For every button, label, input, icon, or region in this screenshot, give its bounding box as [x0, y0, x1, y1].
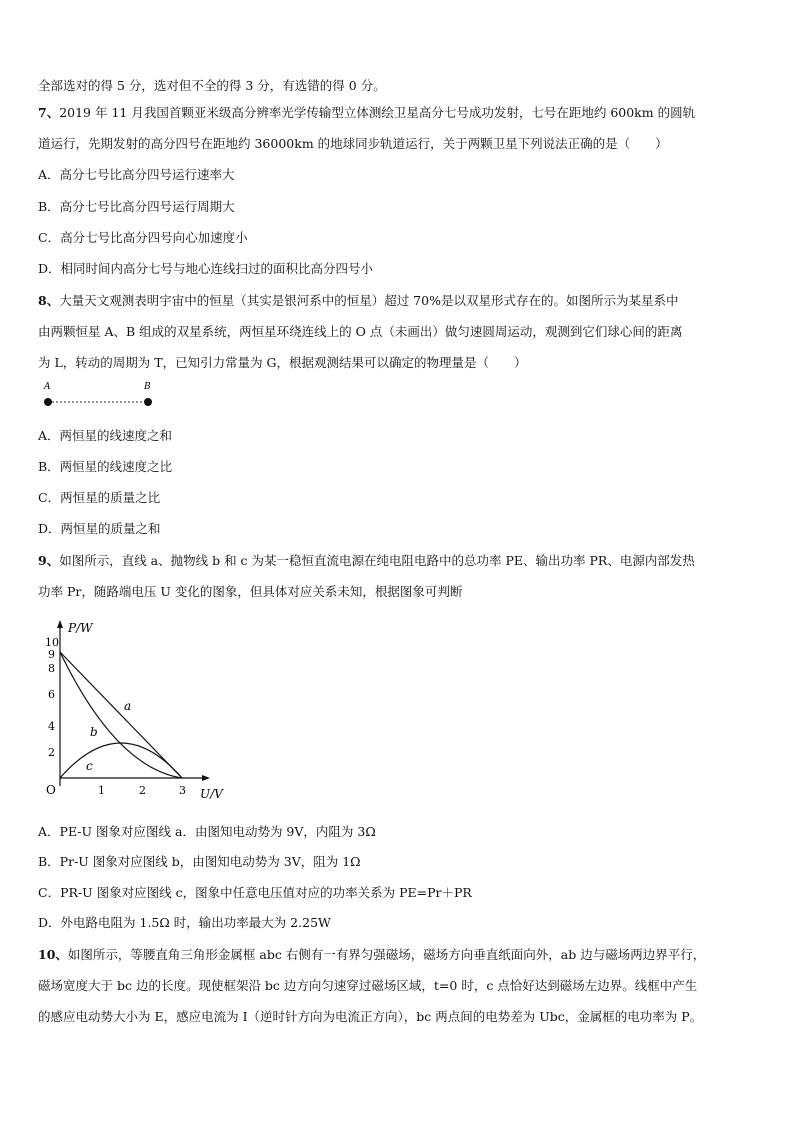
q9-option-c[interactable]: C．PR-U 图象对应图线 c，图象中任意电压值对应的功率关系为 PE=Pr＋PR [38, 885, 472, 900]
q7-option-d[interactable]: D．相同时间内高分七号与地心连线扫过的面积比高分四号小 [38, 261, 374, 276]
q9-option-b[interactable]: B．Pr-U 图象对应图线 b，由图知电动势为 3V，阻为 1Ω [38, 854, 361, 869]
curve-a-label: a [124, 699, 132, 713]
curve-c-label: c [86, 759, 93, 773]
q8-option-b[interactable]: B．两恒星的线速度之比 [38, 459, 173, 474]
y-tick-8: 8 [48, 662, 55, 675]
power-voltage-graph [38, 618, 248, 804]
star-b-label: B [144, 382, 151, 392]
y-tick-4: 4 [48, 720, 55, 733]
q10-stem-text-1: 如图所示，等腰直角三角形金属框 abc 右侧有一有界匀强磁场，磁场方向垂直纸面向外，ab 边与磁场两边界平行， [67, 947, 706, 962]
q10-stem-line-3: 的感应电动势大小为 E，感应电流为 I（逆时针方向为电流正方向），bc 两点间的电势差为 Ubc，金属框的电功率为 P。 [38, 1009, 703, 1024]
q9-stem-text-1: 如图所示，直线 a、抛物线 b 和 c 为某一稳恒直流电源在纯电阻电路中的总功率 PE、输出功率 PR、电源内部发热 [59, 553, 695, 568]
curve-b-label: b [90, 725, 98, 739]
q10-stem-line-1 [38, 946, 705, 964]
q8-number: 8、 [38, 293, 60, 308]
q10-stem-line-2: 磁场宽度大于 bc 边的长度。现使框架沿 bc 边方向匀速穿过磁场区域，t=0 时，c 点恰好达到磁场左边界。线框中产生 [38, 978, 698, 993]
q9-option-a[interactable]: A．PE-U 图象对应图线 a．由图知电动势为 9V，内阻为 3Ω [38, 824, 376, 839]
star-b-dot [144, 398, 152, 406]
origin-label: O [46, 783, 56, 797]
scoring-note: 全部选对的得 5 分，选对但不全的得 3 分，有选错的得 0 分。 [38, 78, 386, 93]
q7-stem-text-1: 2019 年 11 月我国首颗亚米级高分辨率光学传输型立体测绘卫星高分七号成功发射，七号在距地约 600km 的圆轨 [59, 105, 696, 120]
q8-stem-text-1: 大量天文观测表明宇宙中的恒星（其实是银河系中的恒星）超过 70%是以双星形式存在的。如图所示为某星系中 [59, 293, 679, 308]
q7-number: 7、 [38, 105, 60, 120]
y-tick-10: 10 [45, 636, 59, 649]
curve-a [60, 652, 182, 778]
q10-number: 10、 [38, 947, 68, 962]
y-tick-6: 6 [48, 688, 55, 701]
x-axis-label: U/V [200, 787, 223, 801]
q8-stem-line-3: 为 L，转动的周期为 T，已知引力常量为 G，根据观测结果可以确定的物理量是（ ） [38, 355, 527, 370]
q8-option-d[interactable]: D．两恒星的质量之和 [38, 521, 161, 536]
y-axis-label: P/W [68, 621, 93, 635]
binary-star-figure [38, 380, 168, 416]
star-a-dot [44, 398, 52, 406]
x-tick-1: 1 [98, 784, 105, 797]
q7-option-a[interactable]: A．高分七号比高分四号运行速率大 [38, 167, 235, 182]
y-tick-2: 2 [48, 746, 55, 759]
q9-number: 9、 [38, 553, 60, 568]
q9-option-d[interactable]: D．外电路电阻为 1.5Ω 时，输出功率最大为 2.25W [38, 915, 331, 930]
x-tick-3: 3 [179, 784, 186, 797]
q8-stem-line-1 [38, 292, 678, 310]
x-tick-2: 2 [139, 784, 146, 797]
y-tick-9: 9 [48, 648, 55, 661]
q7-stem-line-2: 道运行，先期发射的高分四号在距地约 36000km 的地球同步轨道运行，关于两颗卫星下列说法正确的是（ ） [38, 136, 668, 151]
star-a-label: A [44, 382, 51, 392]
y-axis-arrow [57, 620, 63, 628]
q7-option-c[interactable]: C．高分七号比高分四号向心加速度小 [38, 230, 248, 245]
q8-option-c[interactable]: C．两恒星的质量之比 [38, 490, 161, 505]
q7-option-b[interactable]: B．高分七号比高分四号运行周期大 [38, 199, 235, 214]
q9-stem-line-2: 功率 Pr，随路端电压 U 变化的图象，但具体对应关系未知，根据图象可判断 [38, 584, 463, 599]
q8-stem-line-2: 由两颗恒星 A、B 组成的双星系统，两恒星环绕连线上的 O 点（未画出）做匀速圆周运动，观测到它们球心间的距离 [38, 324, 683, 339]
q7-stem-line-1 [38, 104, 695, 122]
x-axis-arrow [202, 775, 210, 781]
q9-stem-line-1 [38, 552, 695, 570]
q8-option-a[interactable]: A．两恒星的线速度之和 [38, 428, 173, 443]
